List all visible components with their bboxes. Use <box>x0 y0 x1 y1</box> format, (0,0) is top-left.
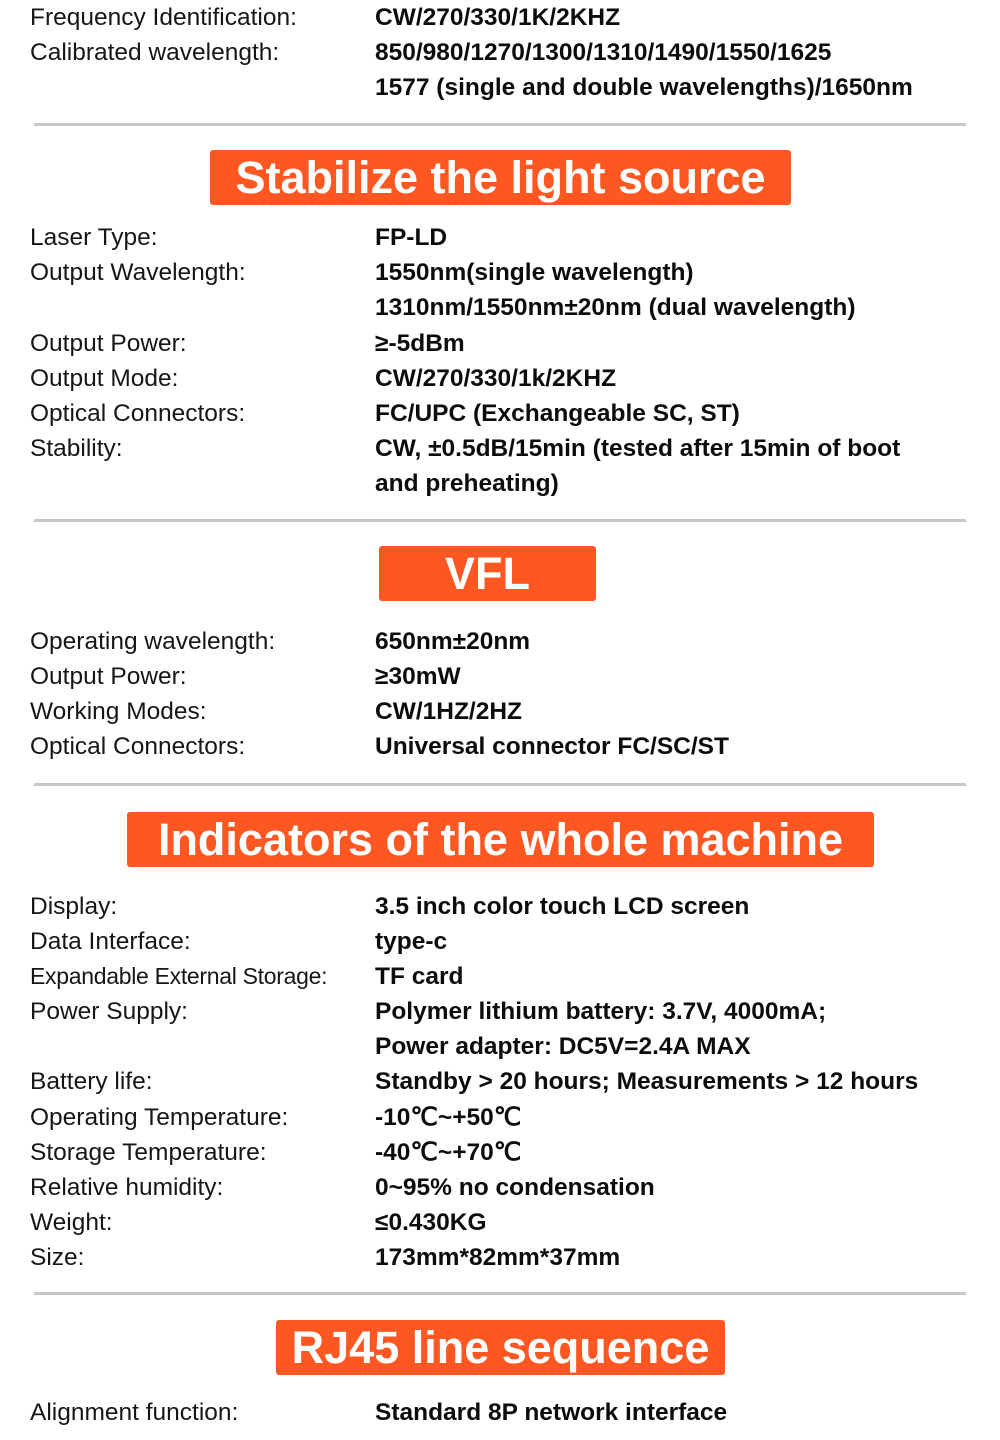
spec-value: TF card <box>375 963 464 990</box>
spec-value: CW/270/330/1K/2KHZ <box>375 4 621 31</box>
spec-row <box>0 1029 1000 1064</box>
spec-value: 1577 (single and double wavelengths)/1650nm <box>375 74 913 101</box>
spec-row <box>0 624 1000 659</box>
spec-label: Output Mode: <box>30 365 179 392</box>
spec-row <box>0 659 1000 694</box>
spec-row <box>0 466 1000 501</box>
spec-value: type-c <box>375 928 448 955</box>
spec-row <box>0 1395 1000 1430</box>
spec-value: and preheating) <box>375 470 559 497</box>
spec-label: Output Power: <box>30 663 187 690</box>
section-banner-rj45: RJ45 line sequence <box>276 1320 725 1375</box>
spec-value: -10℃~+50℃ <box>375 1104 522 1131</box>
spec-value: CW/1HZ/2HZ <box>375 698 522 725</box>
spec-label: Calibrated wavelength: <box>30 39 280 66</box>
section-divider <box>34 519 966 522</box>
spec-value: ≤0.430KG <box>375 1209 487 1236</box>
spec-value: 1310nm/1550nm±20nm (dual wavelength) <box>375 294 856 321</box>
spec-row <box>0 1205 1000 1240</box>
spec-label: Battery life: <box>30 1068 153 1095</box>
spec-label: Optical Connectors: <box>30 400 246 427</box>
section-banner-vfl: VFL <box>379 546 596 601</box>
section-divider <box>34 1292 966 1295</box>
spec-row <box>0 396 1000 431</box>
spec-label: Laser Type: <box>30 224 158 251</box>
spec-row <box>0 1240 1000 1275</box>
spec-value: 3.5 inch color touch LCD screen <box>375 893 750 920</box>
spec-label: Display: <box>30 893 118 920</box>
spec-label: Operating Temperature: <box>30 1104 289 1131</box>
spec-value: 650nm±20nm <box>375 628 531 655</box>
spec-value: ≥30mW <box>375 663 461 690</box>
spec-value: FC/UPC (Exchangeable SC, ST) <box>375 400 740 427</box>
spec-row <box>0 70 1000 105</box>
spec-value: 0~95% no condensation <box>375 1174 655 1201</box>
spec-label: Output Power: <box>30 330 187 357</box>
spec-row <box>0 994 1000 1029</box>
spec-row <box>0 959 1000 994</box>
section-divider <box>34 783 966 786</box>
spec-label: Alignment function: <box>30 1399 239 1426</box>
spec-label: Output Wavelength: <box>30 259 246 286</box>
spec-row <box>0 694 1000 729</box>
spec-row <box>0 35 1000 70</box>
spec-label: Operating wavelength: <box>30 628 276 655</box>
spec-row <box>0 290 1000 325</box>
spec-label: Power Supply: <box>30 998 188 1025</box>
spec-row <box>0 1064 1000 1099</box>
spec-value: CW/270/330/1k/2KHZ <box>375 365 617 392</box>
spec-row <box>0 889 1000 924</box>
spec-row <box>0 0 1000 35</box>
spec-label: Relative humidity: <box>30 1174 224 1201</box>
spec-value: Universal connector FC/SC/ST <box>375 733 729 760</box>
spec-value: 850/980/1270/1300/1310/1490/1550/1625 <box>375 39 832 66</box>
spec-value: Power adapter: DC5V=2.4A MAX <box>375 1033 751 1060</box>
spec-label: Data Interface: <box>30 928 191 955</box>
spec-value: Standby > 20 hours; Measurements > 12 hours <box>375 1068 919 1095</box>
spec-row <box>0 729 1000 764</box>
spec-row <box>0 1170 1000 1205</box>
spec-row <box>0 255 1000 290</box>
spec-value: ≥-5dBm <box>375 330 465 357</box>
spec-label: Working Modes: <box>30 698 207 725</box>
spec-row <box>0 361 1000 396</box>
spec-value: CW, ±0.5dB/15min (tested after 15min of boot <box>375 435 901 462</box>
section-banner-light-source: Stabilize the light source <box>210 150 791 205</box>
spec-label: Stability: <box>30 435 123 462</box>
spec-label: Size: <box>30 1244 85 1271</box>
spec-row <box>0 220 1000 255</box>
spec-value: 173mm*82mm*37mm <box>375 1244 621 1271</box>
spec-value: Polymer lithium battery: 3.7V, 4000mA; <box>375 998 827 1025</box>
spec-label: Optical Connectors: <box>30 733 246 760</box>
spec-label: Storage Temperature: <box>30 1139 267 1166</box>
spec-value: FP-LD <box>375 224 448 251</box>
spec-row <box>0 1135 1000 1170</box>
spec-value: Standard 8P network interface <box>375 1399 728 1426</box>
spec-label: Weight: <box>30 1209 113 1236</box>
spec-value: 1550nm(single wavelength) <box>375 259 694 286</box>
spec-label: Expandable External Storage: <box>30 963 328 989</box>
spec-row <box>0 1100 1000 1135</box>
spec-label: Frequency Identification: <box>30 4 297 31</box>
spec-row <box>0 431 1000 466</box>
spec-value: -40℃~+70℃ <box>375 1139 522 1166</box>
spec-row <box>0 326 1000 361</box>
section-banner-machine: Indicators of the whole machine <box>127 812 874 867</box>
spec-row <box>0 924 1000 959</box>
section-divider <box>34 123 966 126</box>
